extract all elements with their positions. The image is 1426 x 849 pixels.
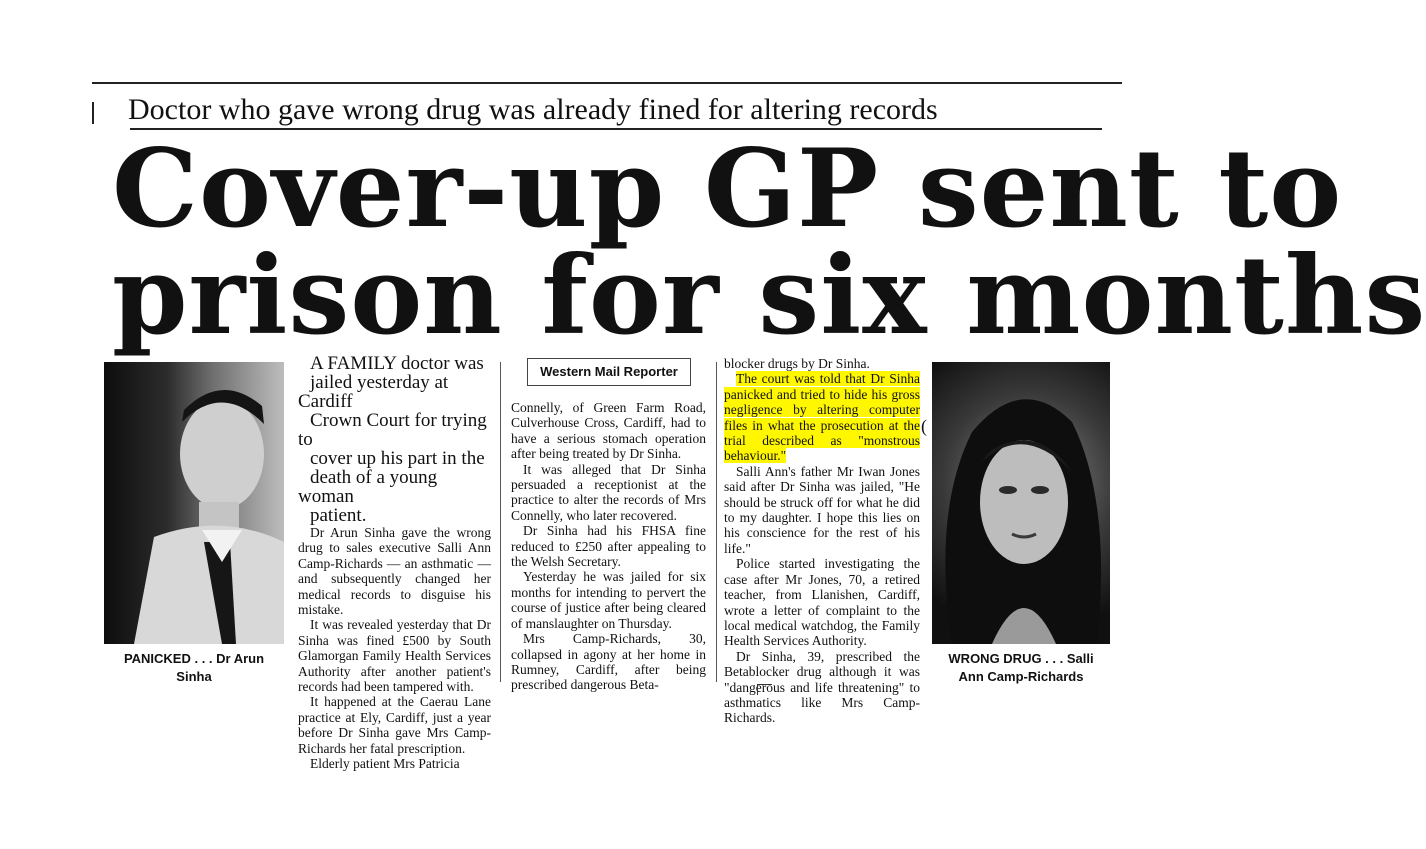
- paragraph: Dr Arun Sinha gave the wrong drug to sales executive Salli Ann Camp-Richards — an asthmatic — and subsequently changed her medical records to disguise his mistake.: [298, 525, 491, 618]
- paragraph: Dr Sinha, 39, prescribed the Betablocker drug although it was "dangerous and life threatening" to asthmatics like Mrs Camp-Richards.: [724, 648, 920, 726]
- headline-line-1: Cover-up GP sent to: [112, 126, 1343, 252]
- photo-dr-sinha: [104, 362, 284, 644]
- paragraph: Connelly, of Green Farm Road, Culverhouse Cross, Cardiff, had to have a serious stomach operation after being treated by Dr Sinha.: [511, 400, 706, 462]
- byline-box: Western Mail Reporter: [527, 358, 691, 386]
- caption-right: [932, 650, 1110, 686]
- column-separator: [500, 362, 501, 682]
- lead-line-1: A FAMILY doctor was: [310, 353, 484, 374]
- article-column-3: [724, 356, 920, 726]
- paragraph: It was alleged that Dr Sinha persuaded a receptionist at the practice to alter the records of Mrs Connelly, who later recovered.: [511, 461, 706, 523]
- headline-line-2: prison for six months: [112, 233, 1426, 359]
- paragraph: Dr Sinha had his FHSA fine reduced to £250 after appealing to the Welsh Secretary.: [511, 523, 706, 570]
- caption-right-line-1: WRONG DRUG . . . Salli: [948, 651, 1094, 666]
- paragraph: Elderly patient Mrs Patricia: [310, 756, 460, 772]
- paragraph: It happened at the Caerau Lane practice at Ely, Cardiff, just a year before Dr Sinha gave Mrs Camp-Richards her fatal prescription.: [298, 694, 491, 756]
- column-separator: [716, 362, 717, 682]
- paragraph: Police started investigating the case after Mr Jones, 70, a retired teacher, from Llanishen, Cardiff, wrote a letter of complaint to the local medical watchdog, the Family Health Services Authority.: [724, 556, 920, 649]
- paragraph: Yesterday he was jailed for six months for intending to pervert the course of justice after being cleared of manslaughter on Thursday.: [511, 569, 706, 631]
- top-rule: [92, 82, 1122, 84]
- caption-left: [104, 650, 284, 686]
- caption-left-line-1: PANICKED . . . Dr Arun: [123, 651, 265, 666]
- lead-line-5: death of a young woman: [298, 467, 438, 507]
- paragraph: Salli Ann's father Mr Iwan Jones said after Dr Sinha was jailed, "He should be struck off for what he did to my daughter. I hope this lies on his conscience for the rest of his life.": [724, 463, 920, 556]
- article-lead: [298, 354, 491, 525]
- corner-mark: [757, 684, 772, 695]
- article-column-1: [298, 354, 491, 772]
- margin-mark: (: [921, 416, 927, 436]
- lead-line-2: jailed yesterday at Cardiff: [298, 372, 449, 412]
- paragraph: It was revealed yesterday that Dr Sinha was fined £500 by South Glamorgan Family Health Services Authority after another patient's records had been tampered with.: [298, 617, 491, 695]
- highlight-mark: The court was told that Dr Sinha panicked and tried to hide his gross negligence by altering computer files in what the prosecution at the trial described as "monstrous behaviour.": [724, 371, 920, 464]
- lead-line-6: patient.: [310, 505, 367, 526]
- caption-left-line-2: Sinha: [176, 669, 212, 684]
- lead-line-3: Crown Court for trying to: [298, 410, 487, 450]
- paragraph: Mrs Camp-Richards, 30, collapsed in agony at her home in Rumney, Cardiff, after being prescribed dangerous Beta-: [511, 631, 706, 693]
- caption-right-line-2: Ann Camp-Richards: [958, 669, 1084, 684]
- kicker-headline: Doctor who gave wrong drug was already fined for altering records: [128, 93, 938, 126]
- photo-salli-ann-camp-richards: [932, 362, 1110, 644]
- highlighted-paragraph: [724, 371, 920, 463]
- main-headline: [112, 126, 1426, 359]
- lead-line-4: cover up his part in the: [310, 448, 485, 469]
- left-rule: [92, 102, 94, 124]
- article-column-2: [511, 400, 706, 693]
- paragraph: blocker drugs by Dr Sinha.: [724, 356, 870, 371]
